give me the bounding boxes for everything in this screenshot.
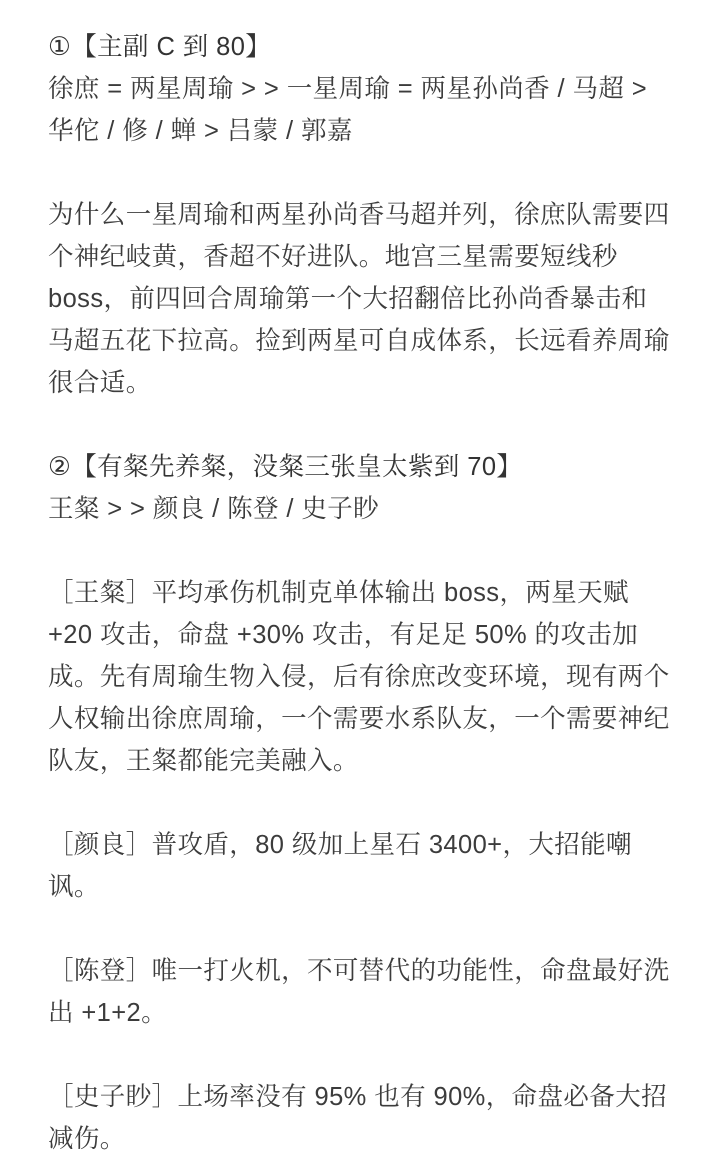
- entry-wangcan: ［王粲］平均承伤机制克单体输出 boss，两星天赋 +20 攻击，命盘 +30% 攻击，有足足 50% 的攻击加成。先有周瑜生物入侵，后有徐庶改变环境，现有两个人权输出徐庶周瑜，一个需要水系队友，一个需要神纪队友，王粲都能完美融入。: [48, 579, 670, 775]
- section-1-heading: ①【主副 C 到 80】: [48, 33, 272, 61]
- entry-shiziyao: ［史子眇］上场率没有 95% 也有 90%，命盘必备大招减伤。: [48, 1083, 668, 1153]
- paragraph-spacer: [48, 908, 672, 950]
- entry-chendeng: ［陈登］唯一打火机，不可替代的功能性，命盘最好洗出 +1+2。: [48, 957, 670, 1027]
- paragraph-spacer: [48, 530, 672, 572]
- section-1-ranking: 徐庶 = 两星周瑜 > > 一星周瑜 = 两星孙尚香 / 马超 > 华佗 / 修 / 蝉 > 吕蒙 / 郭嘉: [48, 75, 648, 145]
- paragraph-spacer: [48, 404, 672, 446]
- paragraph-spacer: [48, 152, 672, 194]
- section-2-heading: ②【有粲先养粲，没粲三张皇太紫到 70】: [48, 453, 523, 481]
- paragraph-spacer: [48, 1034, 672, 1076]
- paragraph-spacer: [48, 782, 672, 824]
- section-1-body: 为什么一星周瑜和两星孙尚香马超并列，徐庶队需要四个神纪岐黄，香超不好进队。地宫三星需要短线秒 boss，前四回合周瑜第一个大招翻倍比孙尚香暴击和马超五花下拉高。捡到两星可自成体系，长远看养周瑜很合适。: [48, 201, 670, 397]
- section-2-ranking: 王粲 > > 颜良 / 陈登 / 史子眇: [48, 495, 380, 523]
- entry-yanliang: ［颜良］普攻盾，80 级加上星石 3400+，大招能嘲讽。: [48, 831, 632, 901]
